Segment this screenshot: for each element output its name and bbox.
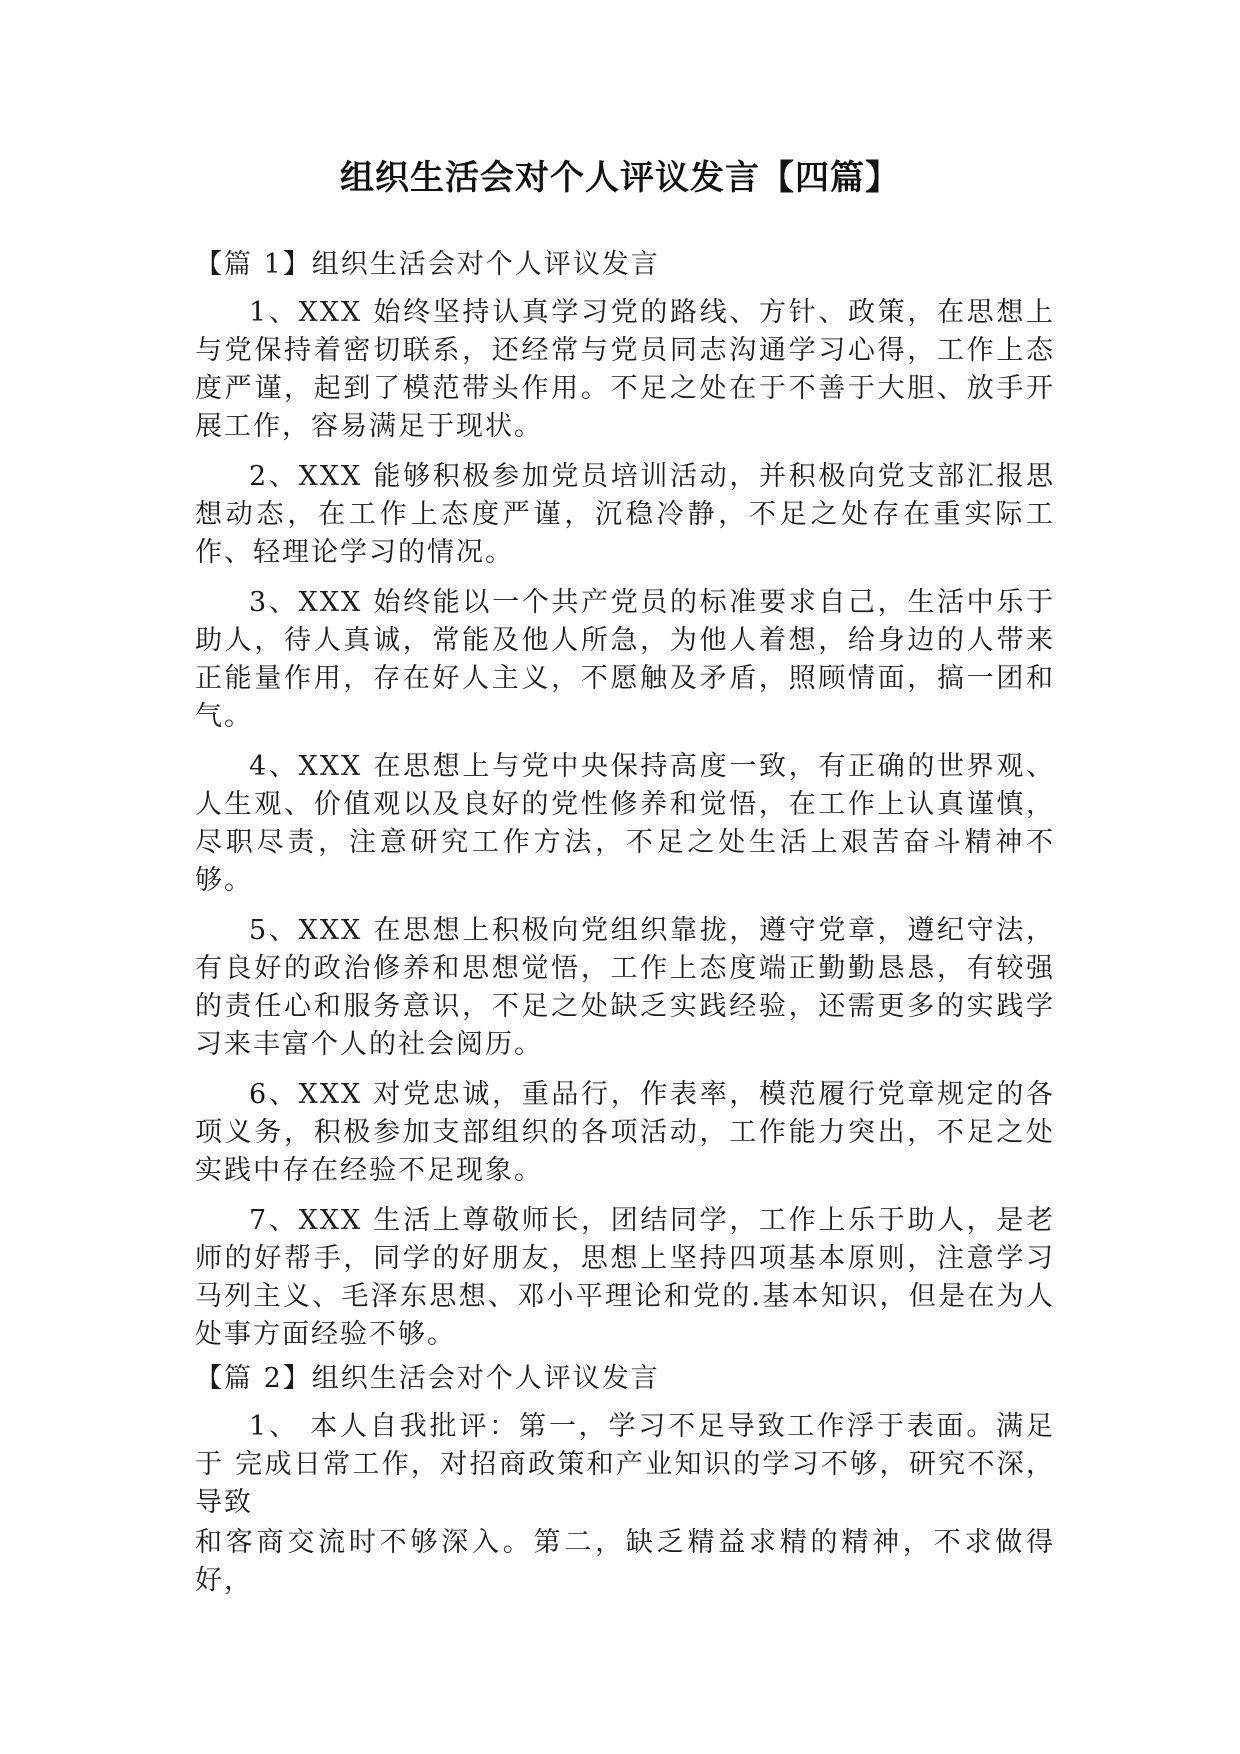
paragraph: 2、XXX 能够积极参加党员培训活动，并积极向党支部汇报思想动态，在工作上态度严谨，沉稳冷静，不足之处存在重实际工作、轻理论学习的情况。 xyxy=(195,461,1055,568)
paragraph: 6、XXX 对党忠诚，重品行，作表率，模范履行党章规定的各项义务，积极参加支部组织的各项活动，工作能力突出，不足之处实践中存在经验不足现象。 xyxy=(195,1079,1055,1186)
document-title: 组织生活会对个人评议发言【四篇】 xyxy=(340,158,900,198)
paragraph: 7、XXX 生活上尊敬师长，团结同学，工作上乐于助人，是老师的好帮手，同学的好朋友，思想上坚持四项基本原则，注意学习马列主义、毛泽东思想、邓小平理论和党的.基本知识，但是在为人处事方面经验不够。 xyxy=(195,1205,1055,1350)
paragraph-continuation: 和客商交流时不够深入。第二，缺乏精益求精的精神，不求做得好， xyxy=(195,1527,1055,1596)
document-body xyxy=(195,240,1055,1600)
section-heading: 【篇 2】组织生活会对个人评议发言 xyxy=(195,1363,660,1394)
paragraph: 5、XXX 在思想上积极向党组织靠拢，遵守党章，遵纪守法，有良好的政治修养和思想觉悟，工作上态度端正勤勤恳恳，有较强的责任心和服务意识，不足之处缺乏实践经验，还需更多的实践学习来丰富个人的社会阅历。 xyxy=(195,915,1055,1060)
paragraph: 1、XXX 始终坚持认真学习党的路线、方针、政策，在思想上与党保持着密切联系，还经常与党员同志沟通学习心得，工作上态度严谨，起到了模范带头作用。不足之处在于不善于大胆、放手开展工作，容易满足于现状。 xyxy=(195,297,1055,442)
paragraph: 3、XXX 始终能以一个共产党员的标准要求自己，生活中乐于助人，待人真诚，常能及他人所急，为他人着想，给身边的人带来正能量作用，存在好人主义，不愿触及矛盾，照顾情面，搞一团和气。 xyxy=(195,587,1055,732)
paragraph: 1、 本人自我批评：第一，学习不足导致工作浮于表面。满足于 完成日常工作，对招商政策和产业知识的学习不够，研究不深，导致 xyxy=(195,1411,1055,1518)
paragraph: 4、XXX 在思想上与党中央保持高度一致，有正确的世界观、人生观、价值观以及良好的党性修养和觉悟，在工作上认真谨慎，尽职尽责，注意研究工作方法，不足之处生活上艰苦奋斗精神不够。 xyxy=(195,751,1055,896)
section-heading: 【篇 1】组织生活会对个人评议发言 xyxy=(195,249,660,280)
